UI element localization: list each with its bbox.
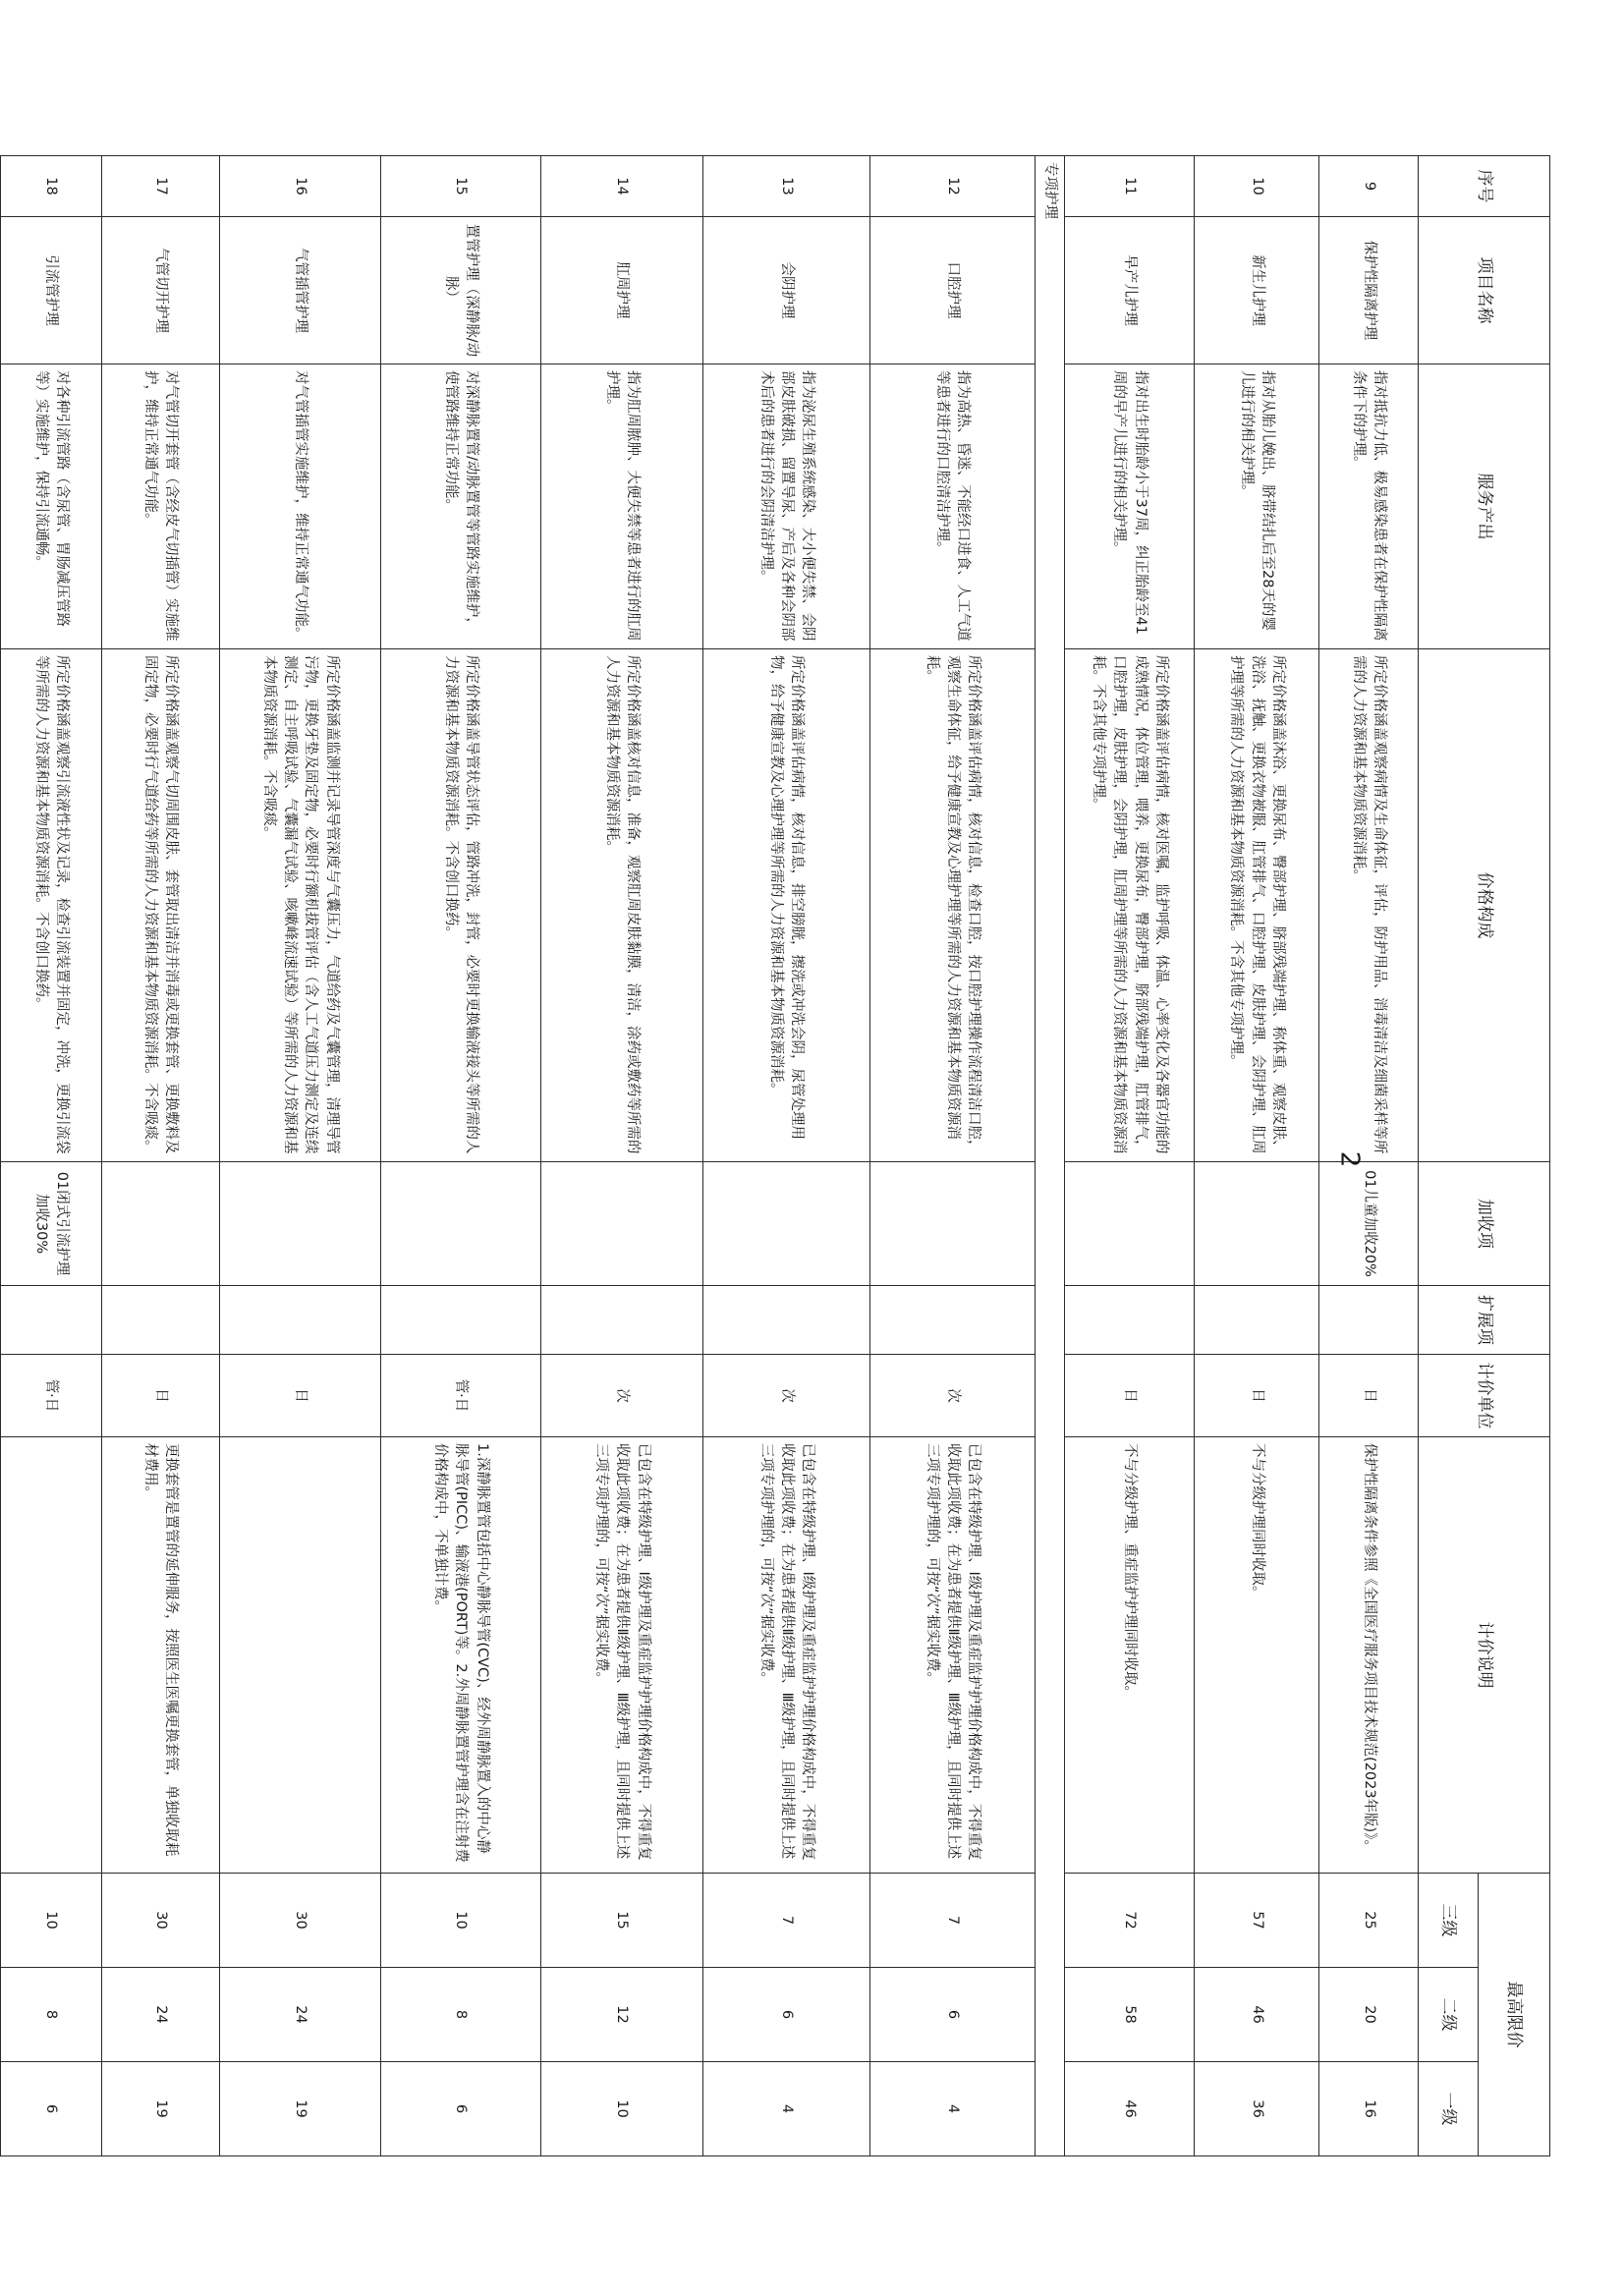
- cell-price-level2: 46: [1195, 1968, 1319, 2062]
- cell-extension: [1065, 1286, 1195, 1355]
- cell-output: 对气管插管实施维护，维持正常通气功能。: [219, 364, 380, 649]
- cell-note: 不与分级护理、重症监护护理同时收取。: [1065, 1437, 1195, 1874]
- cell-name: 气管插管护理: [219, 217, 380, 364]
- cell-name: 早产儿护理: [1065, 217, 1195, 364]
- cell-price-level2: 8: [0, 1968, 101, 2062]
- cell-price-level1: 4: [702, 2062, 869, 2156]
- cell-name: 会阴护理: [702, 217, 869, 364]
- cell-note: 已包含在特级护理、Ⅰ级护理及重症监护护理价格构成中，不得重复收取此项收费；在为患者提供Ⅱ级护理、Ⅲ级护理，且同时提供上述三项专项护理的，可按“次”据实收费。: [702, 1437, 869, 1874]
- cell-seq: 16: [219, 156, 380, 217]
- cell-seq: 18: [0, 156, 101, 217]
- cell-name: 肛周护理: [540, 217, 702, 364]
- cell-note: 1.深静脉置管包括中心静脉导管(CVC)、经外周静脉置入的中心静脉导管(PICC)、输液港(PORT)等。2.外周静脉置管护理含在注射费价格构成中，不单独计费。: [380, 1437, 540, 1874]
- cell-unit: 管·日: [380, 1355, 540, 1437]
- header-row-1: [1479, 156, 1550, 2156]
- cell-price-level1: 6: [0, 2062, 101, 2156]
- cell-composition: 所定价格涵盖观察气切周围皮肤、套管取出清洁并消毒或更换套管、更换敷料及固定物，必要时行气道给药等所需的人力资源和基本物质资源消耗。不含吸痰。: [101, 649, 219, 1162]
- header-extension: 扩展项: [1419, 1286, 1550, 1355]
- rows-group-a: [1065, 156, 1419, 2156]
- cell-price-level1: 46: [1065, 2062, 1195, 2156]
- cell-price-level3: 57: [1195, 1874, 1319, 1968]
- cell-name: 保护性隔离护理: [1319, 217, 1419, 364]
- rows-group-b: [0, 156, 1035, 2156]
- cell-unit: 日: [1065, 1355, 1195, 1437]
- cell-extension: [1195, 1286, 1319, 1355]
- cell-price-level1: 10: [540, 2062, 702, 2156]
- cell-price-level3: 10: [380, 1874, 540, 1968]
- header-seq: 序号: [1419, 156, 1550, 217]
- table-row: [1195, 156, 1319, 2156]
- cell-note: [219, 1437, 380, 1874]
- cell-unit: 日: [1319, 1355, 1419, 1437]
- cell-output: 对各种引流管路（含尿管、胃肠减压管路等）实施维护，保持引流通畅。: [0, 364, 101, 649]
- cell-extension: [869, 1286, 1035, 1355]
- cell-price-level3: 30: [101, 1874, 219, 1968]
- cell-surcharge: [219, 1162, 380, 1286]
- cell-extension: [380, 1286, 540, 1355]
- cell-unit: 次: [869, 1355, 1035, 1437]
- price-table: [0, 155, 1550, 2156]
- cell-price-level2: 24: [219, 1968, 380, 2062]
- cell-composition: 所定价格涵盖观察引流液性状及记录，检查引流装置并固定，冲洗，更换引流袋等所需的人力资源和基本物质资源消耗。不含创口换药。: [0, 649, 101, 1162]
- header-level3: 三级: [1419, 1874, 1479, 1968]
- cell-output: 对气管切开套管（含经皮气切插管）实施维护，维持正常通气功能。: [101, 364, 219, 649]
- cell-seq: 17: [101, 156, 219, 217]
- cell-price-level2: 6: [702, 1968, 869, 2062]
- cell-composition: 所定价格涵盖评估病情，核对医嘱，监护呼吸、体温、心率变化及各器官功能的成熟情况，体位管理，喂养，更换尿布，臀部护理，脐部残端护理，肛管排气，口腔护理，皮肤护理，会阴护理，肛周护理等所需的人力资源和基本物质资源消耗。不含其他专项护理。: [1065, 649, 1195, 1162]
- header-unit: 计价单位: [1419, 1355, 1550, 1437]
- cell-surcharge: [869, 1162, 1035, 1286]
- cell-extension: [219, 1286, 380, 1355]
- cell-output: 指对出生时胎龄小于37周，纠正胎龄至41周的早产儿进行的相关护理。: [1065, 364, 1195, 649]
- cell-price-level1: 19: [101, 2062, 219, 2156]
- cell-unit: 日: [101, 1355, 219, 1437]
- cell-extension: [1319, 1286, 1419, 1355]
- table-row: [1065, 156, 1195, 2156]
- cell-output: 指对从胎儿娩出、脐带结扎后至28天的婴儿进行的相关护理。: [1195, 364, 1319, 649]
- table-row: [380, 156, 540, 2156]
- cell-surcharge: [540, 1162, 702, 1286]
- cell-unit: 日: [1195, 1355, 1319, 1437]
- cell-name: 口腔护理: [869, 217, 1035, 364]
- header-composition: 价格构成: [1419, 649, 1550, 1162]
- cell-unit: 次: [540, 1355, 702, 1437]
- cell-output: 指对抵抗力低、极易感染患者在保护性隔离条件下的护理。: [1319, 364, 1419, 649]
- cell-price-level2: 20: [1319, 1968, 1419, 2062]
- cell-price-level2: 12: [540, 1968, 702, 2062]
- cell-seq: 10: [1195, 156, 1319, 217]
- cell-price-level1: 6: [380, 2062, 540, 2156]
- section-row: [1035, 156, 1064, 2156]
- cell-name: 引流管护理: [0, 217, 101, 364]
- cell-unit: 日: [219, 1355, 380, 1437]
- cell-price-level2: 6: [869, 1968, 1035, 2062]
- cell-price-level1: 16: [1319, 2062, 1419, 2156]
- cell-price-level1: 36: [1195, 2062, 1319, 2156]
- cell-price-level3: 30: [219, 1874, 380, 1968]
- header-price-cap: 最高限价: [1479, 1874, 1550, 2156]
- cell-note: 保护性隔离条件参照《全国医疗服务项目技术规范(2023年版)》。: [1319, 1437, 1419, 1874]
- table-row: [0, 156, 101, 2156]
- cell-note: 已包含在特级护理、Ⅰ级护理及重症监护护理价格构成中，不得重复收取此项收费；在为患者提供Ⅱ级护理、Ⅲ级护理，且同时提供上述三项专项护理的，可按“次”据实收费。: [869, 1437, 1035, 1874]
- cell-note: 已包含在特级护理、Ⅰ级护理及重症监护护理价格构成中，不得重复收取此项收费；在为患者提供Ⅱ级护理、Ⅲ级护理，且同时提供上述三项专项护理的，可按“次”据实收费。: [540, 1437, 702, 1874]
- cell-composition: 所定价格涵盖观察病情及生命体征，评估，防护用品、消毒清洁及细菌采样等所需的人力资源和基本物质资源消耗。: [1319, 649, 1419, 1162]
- cell-seq: 11: [1065, 156, 1195, 217]
- cell-seq: 9: [1319, 156, 1419, 217]
- cell-composition: 所定价格涵盖评估病情，核对信息，排空膀胱，擦洗或冲洗会阴，尿管处理用物，给予健康宣教及心理护理等所需的人力资源和基本物质资源消耗。: [702, 649, 869, 1162]
- section-title: 专项护理: [1035, 156, 1064, 2156]
- table-row: [540, 156, 702, 2156]
- cell-unit: 管·日: [0, 1355, 101, 1437]
- cell-price-level3: 7: [869, 1874, 1035, 1968]
- cell-composition: 所定价格涵盖监测并记录导管深度与气囊压力，气道给药及气囊管理，清理导管污物，更换牙垫及固定物，必要时行额机拔管评估（含人工气道压力测定及连续测定、自主呼吸试验、气囊漏气试验、咳嗽峰流速试验）等所需的人力资源和基本物质资源消耗。不含吸痰。: [219, 649, 380, 1162]
- cell-output: 指为高热、昏迷、不能经口进食、人工气道等患者进行的口腔清洁护理。: [869, 364, 1035, 649]
- page-number: 2: [1334, 1150, 1365, 1168]
- cell-price-level3: 7: [702, 1874, 869, 1968]
- cell-price-level3: 25: [1319, 1874, 1419, 1968]
- header-name: 项目名称: [1419, 217, 1550, 364]
- cell-seq: 12: [869, 156, 1035, 217]
- cell-seq: 13: [702, 156, 869, 217]
- cell-composition: 所定价格涵盖导管状态评估，管路冲洗，封管，必要时更换输液接头等所需的人力资源和基本物质资源消耗。不含创口换药。: [380, 649, 540, 1162]
- header-level2: 二级: [1419, 1968, 1479, 2062]
- header-output: 服务产出: [1419, 364, 1550, 649]
- cell-extension: [101, 1286, 219, 1355]
- cell-composition: 所定价格涵盖评估病情，核对信息，检查口腔，按口腔护理操作流程清洁口腔，观察生命体征，给予健康宣教及心理护理等所需的人力资源和基本物质资源消耗。: [869, 649, 1035, 1162]
- section-group: [1035, 156, 1064, 2156]
- table-row: [869, 156, 1035, 2156]
- cell-output: 指为泌尿生殖系统感染、大小便失禁、会阴部皮肤破损、留置导尿、产后及各种会阴部术后的患者进行的会阴清洁护理。: [702, 364, 869, 649]
- cell-name: 气管切开护理: [101, 217, 219, 364]
- cell-name: 新生儿护理: [1195, 217, 1319, 364]
- table-row: [101, 156, 219, 2156]
- cell-price-level3: 15: [540, 1874, 702, 1968]
- cell-composition: 所定价格涵盖核对信息，准备，观察肛周皮肤黏膜，清洁，涂药或敷药等所需的人力资源和基本物质资源消耗。: [540, 649, 702, 1162]
- cell-note: 更换套管是置管的延伸服务，按照医生医嘱更换套管，单独收取耗材费用。: [101, 1437, 219, 1874]
- cell-extension: [540, 1286, 702, 1355]
- cell-output: 对深静脉置管/动脉置管等管路实施维护，使管路维持正常功能。: [380, 364, 540, 649]
- cell-price-level1: 4: [869, 2062, 1035, 2156]
- header-note: 计价说明: [1419, 1437, 1550, 1874]
- header-surcharge: 加收项: [1419, 1162, 1550, 1286]
- cell-surcharge: 01闭式引流护理加收30%: [0, 1162, 101, 1286]
- cell-surcharge: [1195, 1162, 1319, 1286]
- cell-price-level1: 19: [219, 2062, 380, 2156]
- cell-extension: [0, 1286, 101, 1355]
- cell-price-level3: 72: [1065, 1874, 1195, 1968]
- table-row: [702, 156, 869, 2156]
- cell-price-level2: 8: [380, 1968, 540, 2062]
- cell-surcharge: [380, 1162, 540, 1286]
- cell-seq: 15: [380, 156, 540, 217]
- cell-surcharge: 01儿童加收20%: [1319, 1162, 1419, 1286]
- cell-surcharge: [702, 1162, 869, 1286]
- table-row: [219, 156, 380, 2156]
- cell-output: 指为肛周脓肿、大便失禁等患者进行的肛周护理。: [540, 364, 702, 649]
- cell-price-level2: 24: [101, 1968, 219, 2062]
- cell-surcharge: [101, 1162, 219, 1286]
- cell-unit: 次: [702, 1355, 869, 1437]
- cell-note: [0, 1437, 101, 1874]
- header-level1: 一级: [1419, 2062, 1479, 2156]
- cell-extension: [702, 1286, 869, 1355]
- cell-name: 置管护理（深静脉/动脉）: [380, 217, 540, 364]
- cell-composition: 所定价格涵盖沐浴、更换尿布、臀部护理、脐部残端护理、称体重、观察皮肤、洗浴、抚触、更换衣物被服、肛管排气、口腔护理、皮肤护理、会阴护理、肛周护理等所需的人力资源和基本物质资源消耗。不含其他专项护理。: [1195, 649, 1319, 1162]
- cell-price-level2: 58: [1065, 1968, 1195, 2062]
- cell-note: 不与分级护理同时收取。: [1195, 1437, 1319, 1874]
- cell-price-level3: 10: [0, 1874, 101, 1968]
- cell-surcharge: [1065, 1162, 1195, 1286]
- cell-seq: 14: [540, 156, 702, 217]
